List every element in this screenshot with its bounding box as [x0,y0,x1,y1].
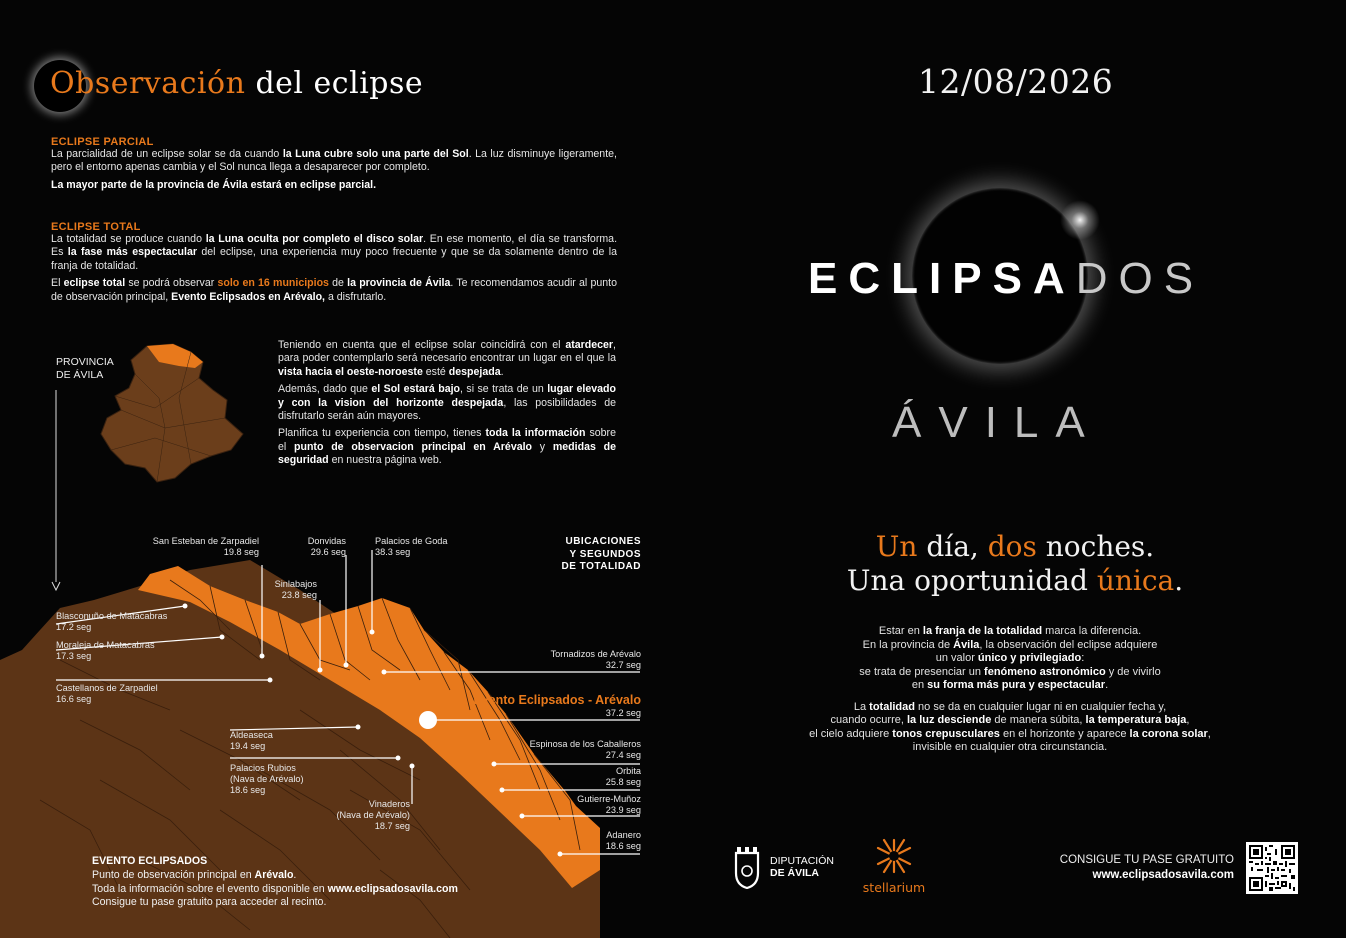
brand-logo: ECLIPSADOS [808,254,1205,303]
shield-icon [734,845,760,889]
loc-palacios-goda: Palacios de Goda 38.3 seg [375,536,448,557]
loc-blasconuno: Blasconuño de Matacabras 17.2 seg [56,611,168,632]
partial-section [51,136,617,192]
qr-code-icon[interactable] [1246,842,1298,894]
partial-text-1: La parcialidad de un eclipse solar se da cuando la Luna cubre solo una parte del Sol. La luz disminuye ligeramente, pero el entorno apenas cambia y el Sol nunca llega a desaparecer por completo. [51,148,617,174]
loc-donvidas: Donvidas 29.6 seg [307,536,346,557]
diputacion-logo: DIPUTACIÓN DE ÁVILA [734,845,834,889]
loc-gutierre: Gutierre-Muñoz 23.9 seg [577,794,641,815]
loc-tornadizos: Tornadizos de Arévalo 32.7 seg [550,649,641,670]
event-date: 12/08/2026 [918,62,1114,101]
loc-adanero: Adanero 18.6 seg [605,830,641,851]
advice-text-3: Planifica tu experiencia con tiempo, tienes toda la información sobre el punto de observacion principal en Arévalo y medidas de seguridad en nuestra página web. [278,427,616,467]
loc-orbita: Orbita 25.8 seg [605,766,641,787]
loc-palacios-rubios: Palacios Rubios (Nava de Arévalo) 18.6 seg [230,763,304,795]
advice-text-1: Teniendo en cuenta que el eclipse solar coincidirá con el atardecer, para poder contemplarlo será necesario encontrar un lugar en el que la vista hacia el oeste-noroeste esté despejada. [278,339,616,378]
loc-san-esteban: San Esteban de Zarpadiel 19.8 seg [152,536,259,557]
event-box: EVENTO ECLIPSADOS Punto de observación principal en Arévalo. Toda la información sobre el evento disponible en www.eclipsadosavila.com Consigue tu pase gratuito para acceder al recinto. [92,855,458,909]
diamond-ring-flare-icon [1060,200,1100,240]
call-to-action: CONSIGUE TU PASE GRATUITO www.eclipsadosavila.com [1010,853,1234,883]
loc-vinaderos: Vinaderos (Nava de Arévalo) 18.7 seg [336,799,410,831]
stellarium-logo: stellarium [856,836,932,895]
partial-text-2: La mayor parte de la provincia de Ávila estará en eclipse parcial. [51,178,377,191]
right-body-text: Estar en la franja de la totalidad marca la diferencia. En la provincia de Ávila, la observación del eclipse adquiere un valor único y privilegiado: se trata de presenciar un fenómeno astronómico y de vivirlo en su forma más pura y espectacular. La totalidad no se da en cualquier lugar ni en cualquier fecha y, cuando ocurre, la luz desciende de manera súbita, la temperatura baja, el cielo adquiere tonos crepusculares en el horizonte y aparece la corona solar, invisible en cualquier otra circunstancia. [809,625,1211,753]
website-link[interactable]: www.eclipsadosavila.com [1092,869,1234,881]
event-website-link[interactable]: www.eclipsadosavila.com [327,882,458,895]
total-heading: ECLIPSE TOTAL [51,221,141,233]
left-title [34,58,454,114]
star-burst-icon [872,836,916,876]
total-text-1: La totalidad se produce cuando la Luna oculta por completo el disco solar. En ese momento, el día se transforma. Es la fase más espectacular del eclipse, una experiencia muy poco frecuente y que se da solamente dentro de la franja de totalidad. [51,233,618,272]
loc-evento: Evento Eclipsados - Arévalo 37.2 seg [473,693,641,718]
total-section [51,221,617,304]
total-text-2: El eclipse total se podrá observar solo en 16 municipios de la provincia de Ávila. Te recomendamos acudir al punto de observación principal, Evento Eclipsados en Arévalo, a disfrutarlo. [51,277,618,303]
loc-sinlabajos: Sinlabajos 23.8 seg [274,579,317,600]
loc-castellanos: Castellanos de Zarpadiel 16.6 seg [56,683,158,704]
locations-heading: UBICACIONES Y SEGUNDOS DE TOTALIDAD [561,536,641,572]
tagline: Un día, dos noches. Una oportunidad única. [846,530,1184,597]
province-label: PROVINCIA DE ÁVILA [56,356,114,381]
place-name: ÁVILA [892,398,1102,447]
loc-espinosa: Espinosa de los Caballeros 27.4 seg [529,739,641,760]
loc-aldeaseca: Aldeaseca 19.4 seg [230,730,273,751]
loc-moraleja: Moraleja de Matacabras 17.3 seg [56,640,155,661]
advice-text-2: Además, dado que el Sol estará bajo, si se trata de un lugar elevado y con la vision del horizonte despejada, las posibilidades de disfrutarlo serán aún mayores. [278,383,617,423]
page-title: Observación del eclipse [50,66,424,101]
partial-heading: ECLIPSE PARCIAL [51,136,154,148]
